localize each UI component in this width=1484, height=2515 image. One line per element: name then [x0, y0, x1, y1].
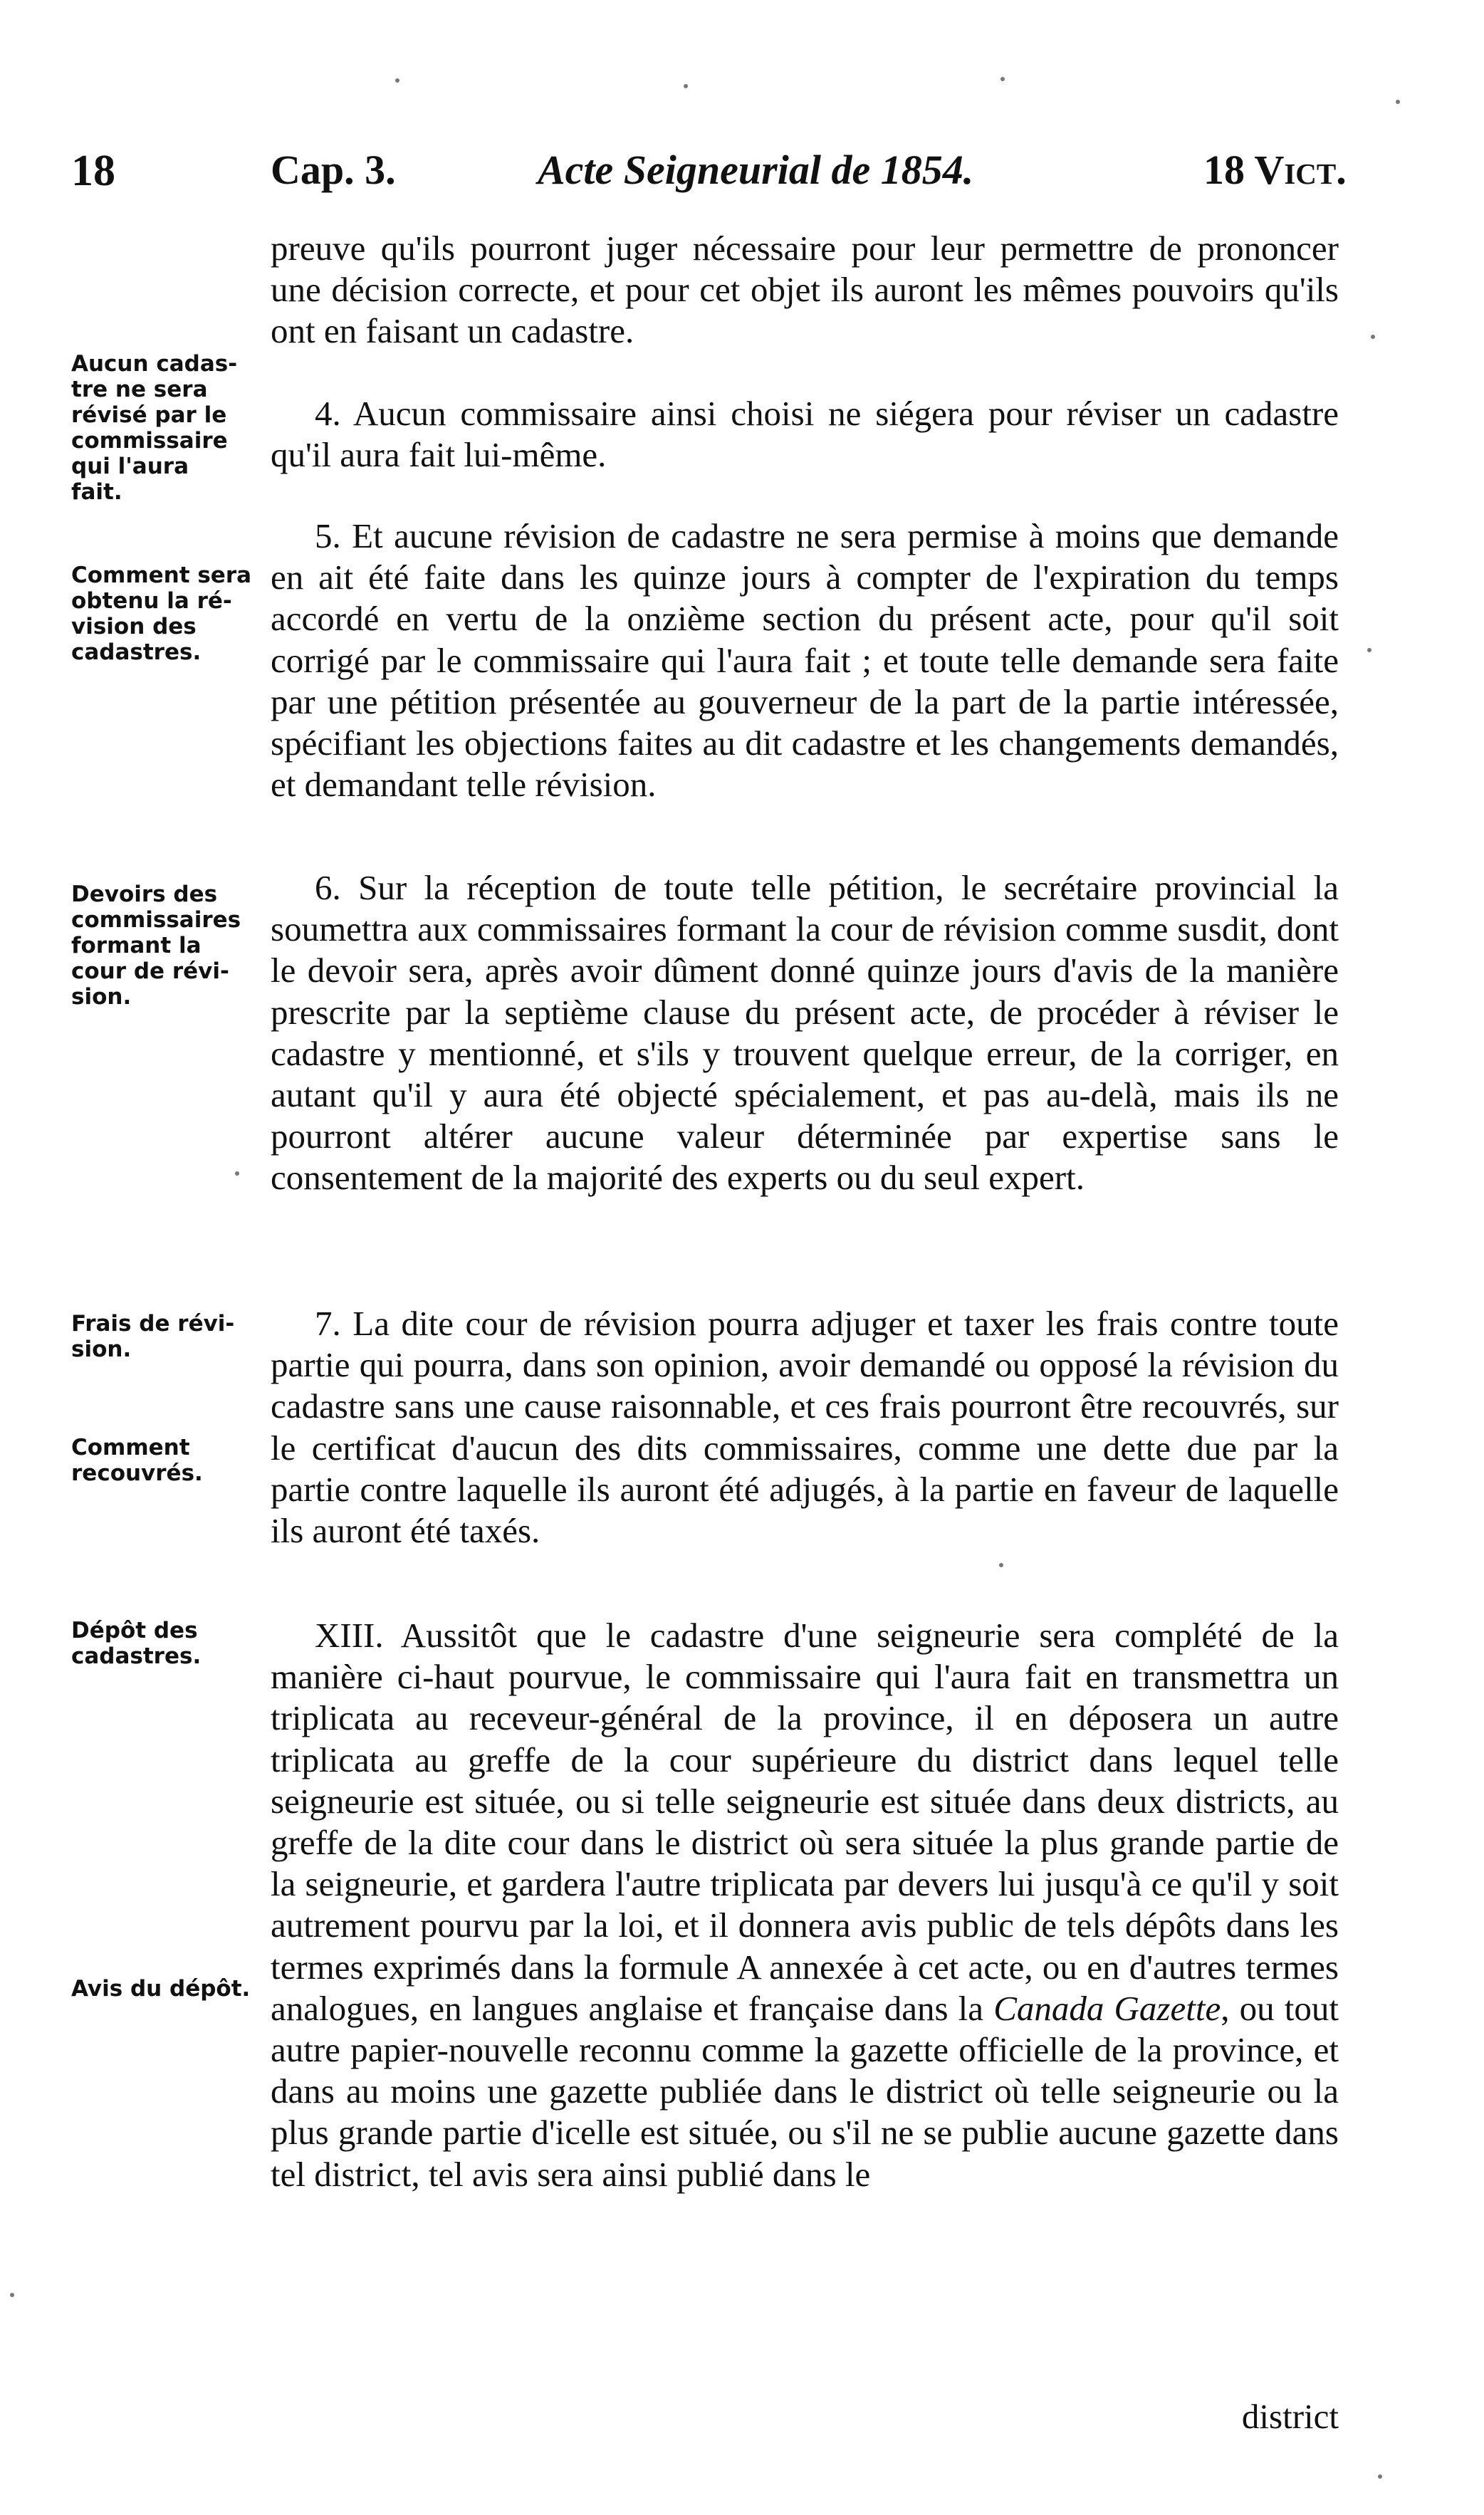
scan-speck — [395, 78, 399, 83]
paragraph-section-7: 7. La dite cour de révision pourra adjuger et taxer les frais contre toute partie qui pourra, dans son opinion, avoir demandé ou opposé la révision du cadastre sans une cause raisonnable, et ces frais pourront être recouvrés, sur le certificat d'aucun des dits commissaires, comme une dette due par la partie contre laquelle ils auront été adjugés, à la partie en faveur de laquelle ils auront été taxés. — [271, 1304, 1339, 1551]
gazette-title: Canada Gazette — [993, 1988, 1221, 2028]
scan-speck — [1367, 648, 1371, 652]
scan-speck — [999, 1563, 1003, 1567]
margin-note-notice: Avis du dépôt. — [71, 1976, 251, 2002]
scan-speck — [10, 2293, 14, 2297]
scan-speck — [1396, 100, 1400, 104]
margin-note-deposit: Dépôt des cadastres. — [71, 1618, 202, 1669]
page-number: 18 — [71, 147, 115, 195]
margin-note-recovery: Comment recouvrés. — [71, 1435, 203, 1486]
scan-speck — [235, 1171, 239, 1176]
margin-note-court-duties: Devoirs des commissaires formant la cour de révi- sion. — [71, 882, 241, 1010]
scan-speck — [684, 84, 688, 88]
margin-note-no-self-review: Aucun cadas- tre ne sera révisé par le commissaire qui l'aura fait. — [71, 351, 238, 505]
chapter-label: Cap. 3. — [271, 147, 396, 193]
paragraph-continuation: preuve qu'ils pourront juger nécessaire pour leur permettre de prononcer une décision correcte, et pour cet objet ils auront les mêmes pouvoirs qu'ils ont en faisant un cadastre. — [271, 229, 1339, 351]
paragraph-section-5: 5. Et aucune révision de cadastre ne sera permise à moins que demande en ait été faite dans les quinze jours à compter de l'expiration du temps accordé en vertu de la onzième section du présent acte, pour qu'il soit corrigé par le commissaire qui l'aura fait ; et toute telle demande sera faite par une pétition présentée au gouverneur de la part de la partie intéressée, spécifiant les objections faites au dit cadastre et les changements demandés, et demandant telle révision. — [271, 516, 1339, 805]
section-xiii-text-a: XIII. Aussitôt que le cadastre d'une seigneurie sera complété de la manière ci-haut pourvue, le commissaire qui l'aura fait en transmettra un triplicata au receveur-général de la province, il en déposera un autre triplicata au greffe de la cour supérieure du district dans lequel telle seigneurie est située, ou si telle seigneurie est située dans deux districts, au greffe de la dite cour dans le district où sera située la plus grande partie de la seigneurie, et gardera l'autre triplicata par devers lui jusqu'à ce qu'il y soit autrement pourvu par la loi, et il donnera avis public de tels dépôts dans les termes exprimés dans la formule A annexée à cet acte, ou en d'autres termes analogues, en langues anglaise et française dans la — [271, 1616, 1339, 2028]
margin-note-revision-costs: Frais de révi- sion. — [71, 1311, 235, 1362]
running-title: Acte Seigneurial de 1854. — [538, 147, 974, 193]
scan-speck — [1371, 335, 1375, 339]
catchword: district — [1241, 2397, 1339, 2436]
scan-speck — [1378, 2474, 1382, 2479]
section-xiii-text-b: , ou tout autre papier-nouvelle reconnu comme la gazette officielle de la province, et dans au moins une gazette publiée dans le district où telle seigneurie ou la plus grande partie d'icelle est située, ou s'il ne se publie aucune gazette dans tel district, tel avis sera ainsi publié dans le — [271, 1988, 1339, 2194]
margin-note-obtaining-revision: Comment sera obtenu la ré- vision des cadastres. — [71, 563, 252, 665]
paragraph-section-4: 4. Aucun commissaire ainsi choisi ne siégera pour réviser un cadastre qu'il aura fait lui-même. — [271, 394, 1339, 475]
scan-speck — [1000, 77, 1005, 81]
paragraph-section-xiii — [271, 1615, 1339, 2195]
paragraph-section-6: 6. Sur la réception de toute telle pétition, le secrétaire provincial la soumettra aux commissaires formant la cour de révision comme susdit, dont le devoir sera, après avoir dûment donné quinze jours d'avis de la manière prescrite par la septième clause du présent acte, de procéder à réviser le cadastre y mentionné, et s'ils y trouvent quelque erreur, de la corriger, en autant qu'il y aura été objecté spécialement, et pas au-delà, mais ils ne pourront altérer aucune valeur déterminée par expertise sans le consentement de la majorité des experts ou du seul expert. — [271, 868, 1339, 1198]
regnal-year: 18 Vict. — [1203, 147, 1347, 193]
